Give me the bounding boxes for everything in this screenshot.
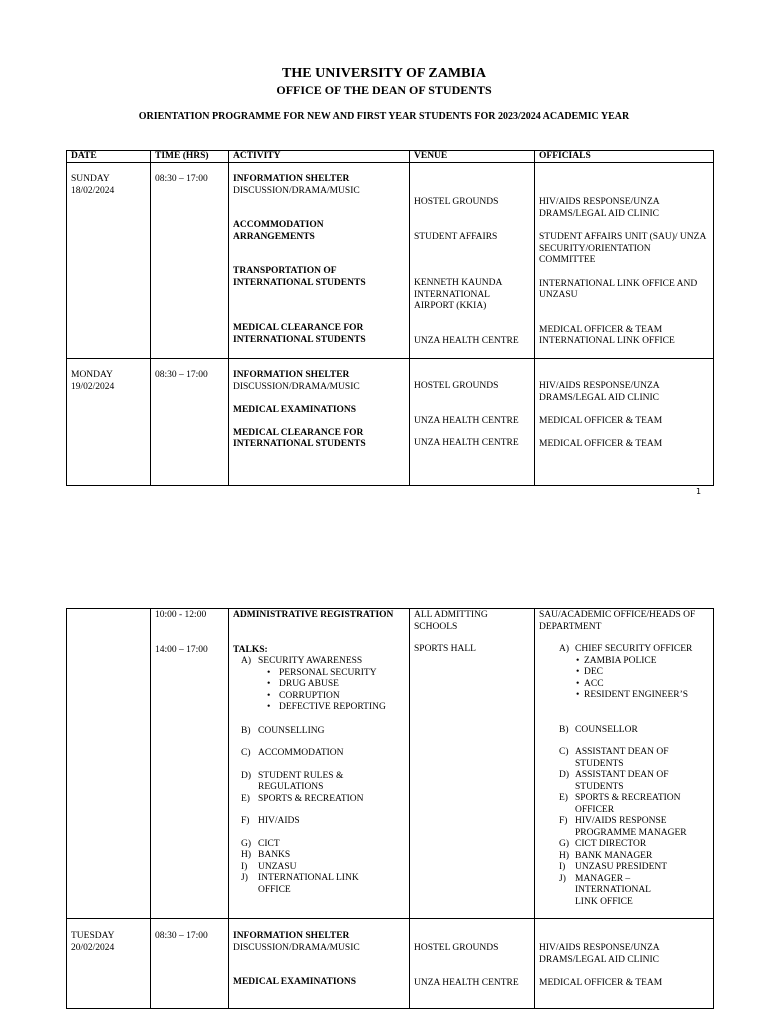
venue-cell: [410, 919, 535, 1009]
list-item: J) MANAGER – INTERNATIONAL LINK OFFICE: [559, 873, 651, 907]
list-item: F) HIV/AIDS RESPONSE PROGRAMME MANAGER: [559, 816, 687, 838]
talks-label: TALKS:: [233, 644, 268, 655]
activity-cell: [229, 163, 410, 359]
security-officials-sublist: [539, 656, 709, 702]
activity-cell: [229, 609, 410, 919]
venue-text: STUDENT AFFAIRS: [414, 231, 498, 242]
activity-title: MEDICAL CLEARANCE FOR INTERNATIONAL STUDENTS: [233, 323, 366, 345]
list-item: G) CICT: [241, 838, 280, 849]
venue-cell: [410, 609, 535, 919]
list-item: • RESIDENT ENGINEER’S: [539, 690, 709, 702]
list-item: H) BANK MANAGER: [559, 850, 653, 861]
list-item: A) SECURITY AWARENESS: [241, 656, 363, 666]
venue-text: HOSTEL GROUNDS: [414, 381, 499, 391]
activity-title: MEDICAL EXAMINATIONS: [233, 405, 357, 415]
venue-text: UNZA HEALTH CENTRE: [414, 438, 519, 448]
list-item: D) STUDENT RULES & REGULATIONS: [241, 770, 344, 792]
orientation-table-page2: [66, 608, 714, 1009]
officials-text: MEDICAL OFFICER & TEAM: [539, 416, 663, 426]
header-date: DATE: [67, 151, 151, 163]
list-item: G) CICT DIRECTOR: [559, 839, 647, 849]
office-title: OFFICE OF THE DEAN OF STUDENTS: [276, 83, 492, 97]
table-row-monday: [67, 359, 714, 486]
table-row-sunday: [67, 163, 714, 359]
time-cell: [151, 609, 229, 919]
list-item: J) INTERNATIONAL LINK OFFICE: [241, 873, 359, 895]
officials-text: MEDICAL OFFICER & TEAM: [539, 978, 663, 988]
list-item: E) SPORTS & RECREATION: [241, 793, 364, 804]
list-item: • ZAMBIA POLICE: [539, 656, 709, 668]
officials-cell: [535, 609, 714, 919]
list-item: H) BANKS: [241, 850, 291, 860]
header-venue: VENUE: [410, 151, 535, 163]
table-header-row: [67, 151, 714, 163]
time-cell: 08:30 – 17:00: [151, 919, 229, 1009]
venue-text: SPORTS HALL: [414, 644, 476, 654]
date-label: 20/02/2024: [71, 942, 115, 953]
list-item: • PERSONAL SECURITY: [233, 668, 405, 680]
activity-title: INFORMATION SHELTER: [233, 370, 350, 380]
day-label: TUESDAY: [71, 931, 115, 941]
activity-title: TRANSPORTATION OF INTERNATIONAL STUDENTS: [233, 266, 366, 288]
list-item: • DRUG ABUSE: [233, 679, 405, 691]
officials-text: MEDICAL OFFICER & TEAM INTERNATIONAL LINK OFFICE: [539, 324, 675, 346]
list-item: C) ACCOMMODATION: [241, 748, 344, 758]
list-item: E) SPORTS & RECREATION OFFICER: [559, 793, 681, 815]
date-cell: [67, 359, 151, 486]
officials-text: HIV/AIDS RESPONSE/UNZA DRAMS/LEGAL AID CLINIC: [539, 197, 660, 219]
activity-title: MEDICAL EXAMINATIONS: [233, 977, 357, 987]
time-text: 14:00 – 17:00: [155, 644, 208, 655]
table-row-continued: [67, 609, 714, 919]
list-item: I) UNZASU: [241, 861, 297, 872]
officials-text: STUDENT AFFAIRS UNIT (SAU)/ UNZA SECURITY/ORIENTATION COMMITTEE: [539, 232, 706, 265]
date-label: 18/02/2024: [71, 185, 115, 196]
officials-text: INTERNATIONAL LINK OFFICE AND UNZASU: [539, 278, 698, 300]
venue-text: KENNETH KAUNDA INTERNATIONAL AIRPORT (KKIA): [414, 278, 502, 311]
activity-title: INFORMATION SHELTER: [233, 174, 350, 184]
list-item: C) ASSISTANT DEAN OF STUDENTS: [559, 747, 669, 769]
activity-title: INFORMATION SHELTER: [233, 931, 350, 941]
officials-cell: [535, 919, 714, 1009]
header-activity: ACTIVITY: [229, 151, 410, 163]
officials-text: SAU/ACADEMIC OFFICE/HEADS OF DEPARTMENT: [539, 610, 696, 632]
venue-cell: [410, 359, 535, 486]
list-item: F) HIV/AIDS: [241, 816, 300, 826]
list-item: [233, 668, 405, 714]
list-item: B) COUNSELLOR: [559, 724, 638, 735]
officials-text: HIV/AIDS RESPONSE/UNZA DRAMS/LEGAL AID CLINIC: [539, 381, 660, 403]
time-text: 10:00 - 12:00: [155, 610, 207, 620]
activity-title: ADMINISTRATIVE REGISTRATION: [233, 610, 394, 620]
officials-text: HIV/AIDS RESPONSE/UNZA DRAMS/LEGAL AID CLINIC: [539, 943, 660, 965]
time-cell: 08:30 – 17:00: [151, 163, 229, 359]
list-item: B) COUNSELLING: [241, 725, 325, 736]
date-cell: [67, 163, 151, 359]
officials-cell: [535, 359, 714, 486]
security-sublist: [233, 668, 405, 714]
venue-text: HOSTEL GROUNDS: [414, 197, 499, 207]
list-item: • ACC: [539, 679, 709, 691]
list-item: • DEFECTIVE REPORTING: [233, 702, 405, 714]
programme-title: ORIENTATION PROGRAMME FOR NEW AND FIRST YEAR STUDENTS FOR 2023/2024 ACADEMIC YEAR: [138, 111, 630, 122]
list-item: [539, 656, 709, 702]
venue-text: HOSTEL GROUNDS: [414, 943, 499, 953]
date-label: 19/02/2024: [71, 381, 115, 392]
list-item: A) CHIEF SECURITY OFFICER: [559, 644, 693, 654]
university-title: THE UNIVERSITY OF ZAMBIA: [282, 66, 486, 81]
list-item: D) ASSISTANT DEAN OF STUDENTS: [559, 770, 669, 792]
venue-text: ALL ADMITTING SCHOOLS: [414, 610, 488, 632]
day-label: MONDAY: [71, 370, 113, 380]
officials-text: MEDICAL OFFICER & TEAM: [539, 438, 663, 449]
time-cell: 08:30 – 17:00: [151, 359, 229, 486]
list-item: • CORRUPTION: [233, 691, 405, 703]
date-cell: [67, 609, 151, 919]
activity-cell: [229, 359, 410, 486]
day-label: SUNDAY: [71, 174, 110, 184]
officials-list: [539, 644, 709, 908]
talks-list: [233, 656, 405, 896]
header-time: TIME (HRS): [151, 151, 229, 163]
date-cell: [67, 919, 151, 1009]
officials-cell: [535, 163, 714, 359]
activity-subtitle: DISCUSSION/DRAMA/MUSIC: [233, 185, 360, 196]
activity-title: ACCOMMODATION ARRANGEMENTS: [233, 220, 324, 242]
activity-title: MEDICAL CLEARANCE FOR INTERNATIONAL STUDENTS: [233, 427, 366, 449]
venue-text: UNZA HEALTH CENTRE: [414, 977, 519, 988]
table-row-tuesday: [67, 919, 714, 1009]
list-item: I) UNZASU PRESIDENT: [559, 862, 668, 872]
venue-text: UNZA HEALTH CENTRE: [414, 335, 519, 346]
header-officials: OFFICIALS: [535, 151, 714, 163]
list-item: • DEC: [539, 667, 709, 679]
venue-text: UNZA HEALTH CENTRE: [414, 415, 519, 426]
activity-subtitle: DISCUSSION/DRAMA/MUSIC: [233, 381, 360, 392]
orientation-table-page1: [66, 150, 714, 486]
activity-cell: [229, 919, 410, 1009]
activity-subtitle: DISCUSSION/DRAMA/MUSIC: [233, 942, 360, 953]
page-number: 1: [696, 487, 702, 496]
venue-cell: [410, 163, 535, 359]
